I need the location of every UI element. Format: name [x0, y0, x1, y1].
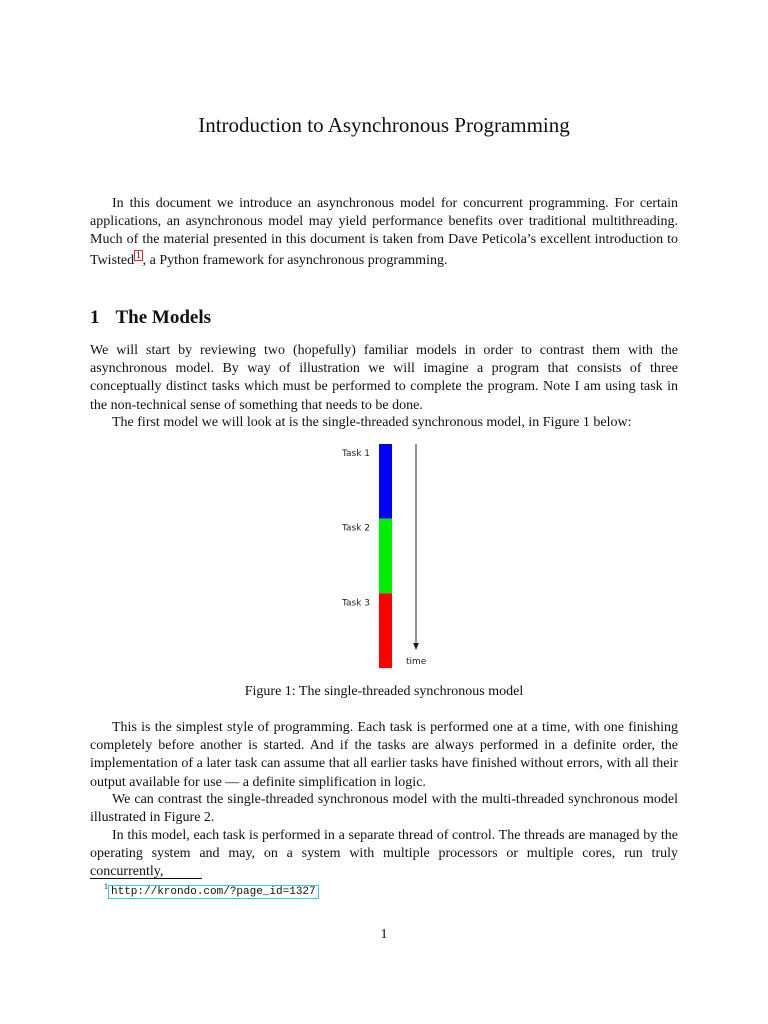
task-bar-1	[379, 444, 392, 519]
figure-caption: Figure 1: The single-threaded synchronous model	[244, 684, 524, 699]
task-label-1: Task 1	[342, 449, 371, 459]
timeline-chart	[330, 440, 450, 672]
footnote-mark: 1	[104, 882, 108, 891]
figure-1	[330, 440, 450, 672]
models-paragraph-5: In this model, each task is performed in a separate thread of control. The threads are managed by the operating system and may, on a system with multiple processors or multiple cores, run truly concurrently,	[90, 828, 678, 880]
footnote-ref-link[interactable]: 1	[136, 249, 141, 260]
task-bar-2	[379, 519, 392, 594]
section-heading	[90, 306, 211, 330]
models-paragraph-1: We will start by reviewing two (hopefully) familiar models in order to contrast them with the asynchronous model. By way of illustration we will imagine a program that consists of three conceptually distinct tasks which must be performed to complete the program. Note I am using task in the non-technical sense of something that needs to be done.	[90, 343, 678, 413]
page-number: 1	[380, 927, 388, 942]
page-title: Introduction to Asynchronous Programming	[198, 113, 570, 137]
task-label-3: Task 3	[342, 598, 371, 609]
task-label-2: Task 2	[342, 523, 371, 534]
section-number: 1	[90, 307, 100, 328]
intro-text-end: , a Python framework for asynchronous programming.	[142, 252, 448, 268]
task-bar-3	[379, 593, 392, 668]
footnote-url-link[interactable]: http://krondo.com/?page_id=1327	[108, 885, 319, 899]
time-arrow-icon	[413, 643, 419, 650]
intro-paragraph	[90, 195, 678, 270]
section-title: The Models	[115, 307, 212, 328]
footnote-divider	[90, 878, 202, 879]
axis-label-time: time	[406, 657, 427, 667]
models-paragraph-3: This is the simplest style of programming. Each task is performed one at a time, with one finishing completely before another is started. And if the tasks are always performed in a definite order, the implementation of a later task can assume that all earlier tasks have finished without errors, with all their output available for use — a definite simplification in logic.	[90, 720, 678, 790]
models-paragraph-4: We can contrast the single-threaded synchronous model with the multi-threaded synchronous model illustrated in Figure 2.	[90, 792, 678, 826]
footnote	[104, 880, 319, 899]
models-paragraph-2: The first model we will look at is the single-threaded synchronous model, in Figure 1 below:	[112, 415, 632, 430]
intro-text: In this document we introduce an asynchronous model for concurrent programming. For certain applications, an asynchronous model may yield performance benefits over traditional multithreading. Much of the material presented in this document is taken from Dave Peticola’s excellent introduction to Twisted	[90, 196, 678, 268]
